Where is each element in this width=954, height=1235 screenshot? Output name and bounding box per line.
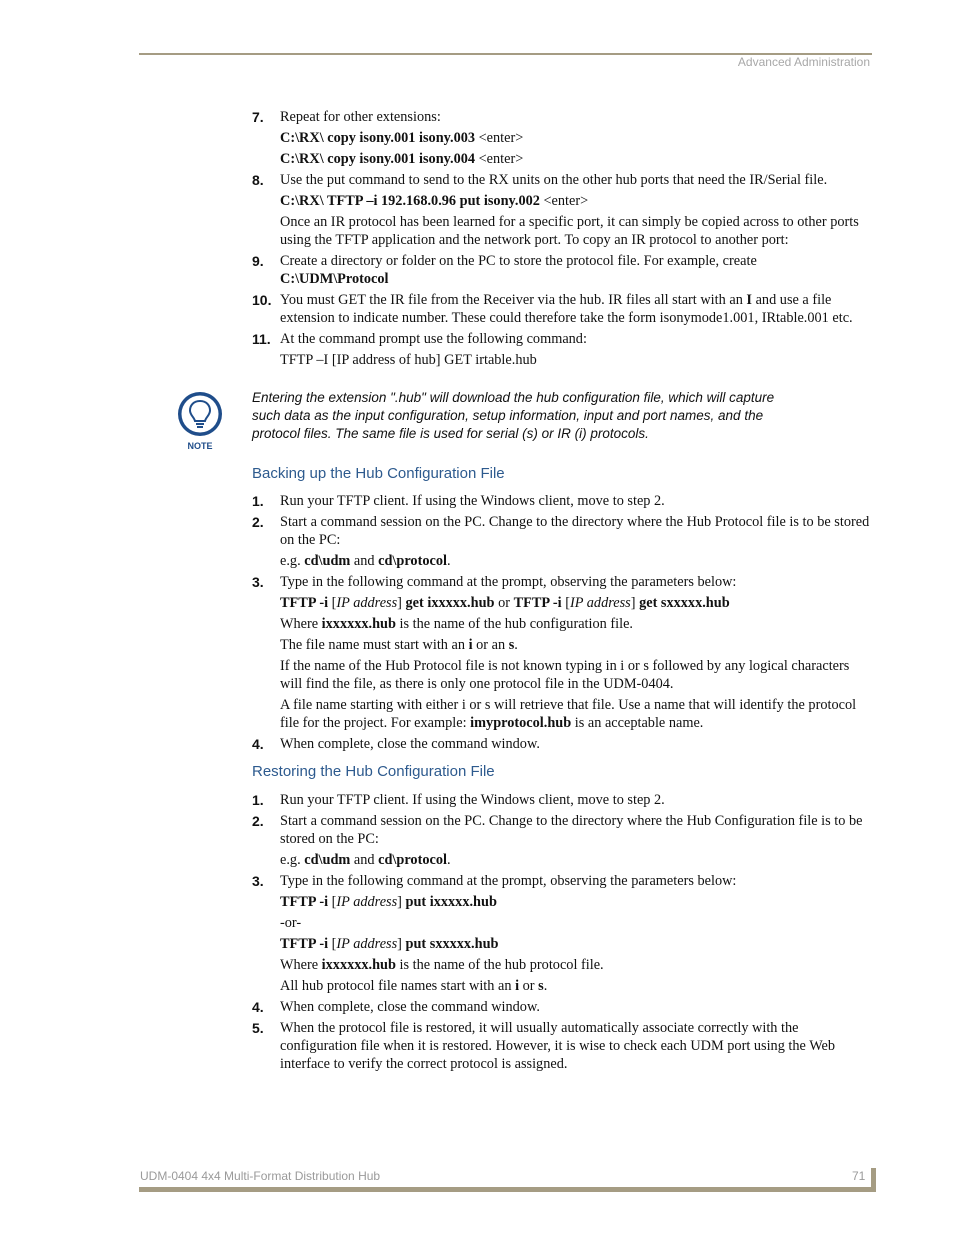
step-text: Repeat for other extensions: (280, 109, 441, 125)
step-text: Use the put command to send to the RX units on the other hub ports that need the IR/Serial file. (280, 172, 828, 188)
section-heading-backup: Backing up the Hub Configuration File (252, 465, 505, 482)
step-number: 7. (252, 109, 264, 125)
command: C:\RX\ TFTP –i 192.168.0.96 put isony.002 (280, 193, 540, 209)
page-number: 71 (852, 1169, 866, 1183)
header-section-title: Advanced Administration (737, 55, 870, 69)
footer-title: UDM-0404 4x4 Multi-Format Distribution Hub (140, 1169, 381, 1183)
note-label: NOTE (187, 441, 213, 451)
command: C:\RX\ copy isony.001 isony.003 (280, 130, 476, 146)
note-text: Entering the extension ".hub" will download the hub configuration file, which will capture such data as the input configuration, setup information, input and port names, and the protocol files. The same file is used for serial (s) or IR (i) protocols. (252, 390, 775, 441)
command: C:\RX\ copy isony.001 isony.004 (280, 151, 476, 167)
note-icon (175, 391, 225, 453)
footer-rule (139, 1187, 876, 1192)
section-heading-restore: Restoring the Hub Configuration File (252, 763, 495, 780)
